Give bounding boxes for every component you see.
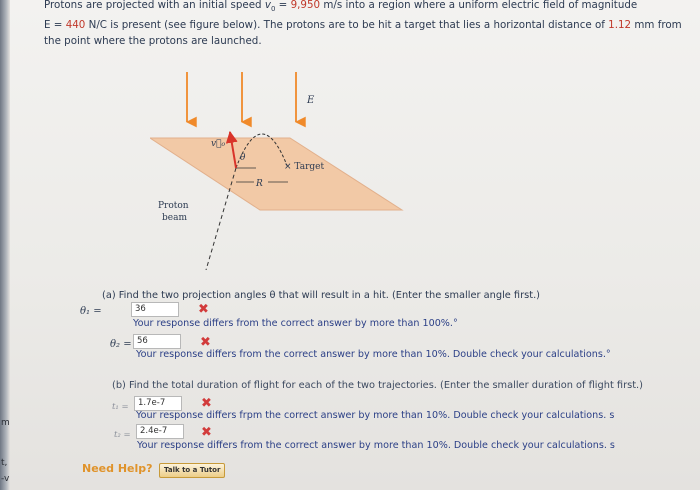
part-b-question: (b) Find the total duration of flight for each of the two trajectories. (Enter the smaller duration of flight first.) (112, 380, 643, 391)
projectile-figure (150, 70, 410, 270)
theta2-input[interactable]: 56 (133, 334, 181, 349)
theta1-input[interactable]: 36 (131, 302, 179, 317)
beam-label: Proton (158, 201, 189, 211)
theta1-feedback: Your response differs from the correct answer by more than 100%.° (133, 318, 458, 329)
beam-label: beam (162, 213, 187, 223)
problem-line-2: E = 440 N/C is present (see figure below). The protons are to be hit a target that lies a horizontal distance of 1.12 mm from (44, 19, 682, 32)
talk-to-tutor-button[interactable]: Talk to a Tutor (159, 463, 225, 478)
distance-value: 1.12 (608, 19, 632, 32)
edge-mark: -v (1, 474, 10, 484)
field-value: 440 (65, 19, 86, 32)
t2-feedback: Your response differs from the correct answer by more than 10%. Double check your calculations. s (137, 440, 615, 451)
range-label: R (256, 179, 263, 189)
target-plane (150, 138, 402, 210)
t1-label: t₁ = (112, 402, 129, 412)
edge-mark: t, (1, 458, 8, 468)
need-help-label: Need Help? (82, 462, 153, 475)
wrong-icon: ✖ (198, 302, 209, 317)
t1-feedback: Your response differs frpm the correct answer by more than 10%. Double check your calculations. s (136, 410, 615, 421)
wrong-icon: ✖ (200, 335, 211, 350)
theta2-feedback: Your response differs from the correct answer by more than 10%. Double check your calculations.° (136, 349, 611, 360)
theta-label: θ (240, 153, 246, 163)
left-window-edge (0, 0, 10, 490)
velocity-label: v⃗₀ (211, 139, 226, 149)
wrong-icon: ✖ (201, 425, 212, 440)
t2-label: t₂ = (114, 430, 131, 440)
t1-input[interactable]: 1.7e-7 (134, 396, 182, 411)
target-label: × Target (284, 162, 325, 172)
edge-mark: m (1, 418, 10, 428)
wrong-icon: ✖ (201, 396, 212, 411)
problem-line-3: the point where the protons are launched. (44, 35, 262, 48)
problem-line-1: Protons are projected with an initial speed $v_0 = 9,950$ m/s into a region where a uniform electric field of magnitude (44, 0, 638, 14)
speed-value: 9,950 (290, 0, 321, 11)
theta2-label: θ₂ = (110, 339, 132, 350)
field-label: E (307, 95, 315, 106)
theta1-label: θ₁ = (80, 306, 102, 317)
part-a-question: (a) Find the two projection angles θ that will result in a hit. (Enter the smaller angle first.) (102, 290, 541, 301)
t2-input[interactable]: 2.4e-7 (136, 424, 184, 439)
problem-statement (44, 0, 694, 49)
